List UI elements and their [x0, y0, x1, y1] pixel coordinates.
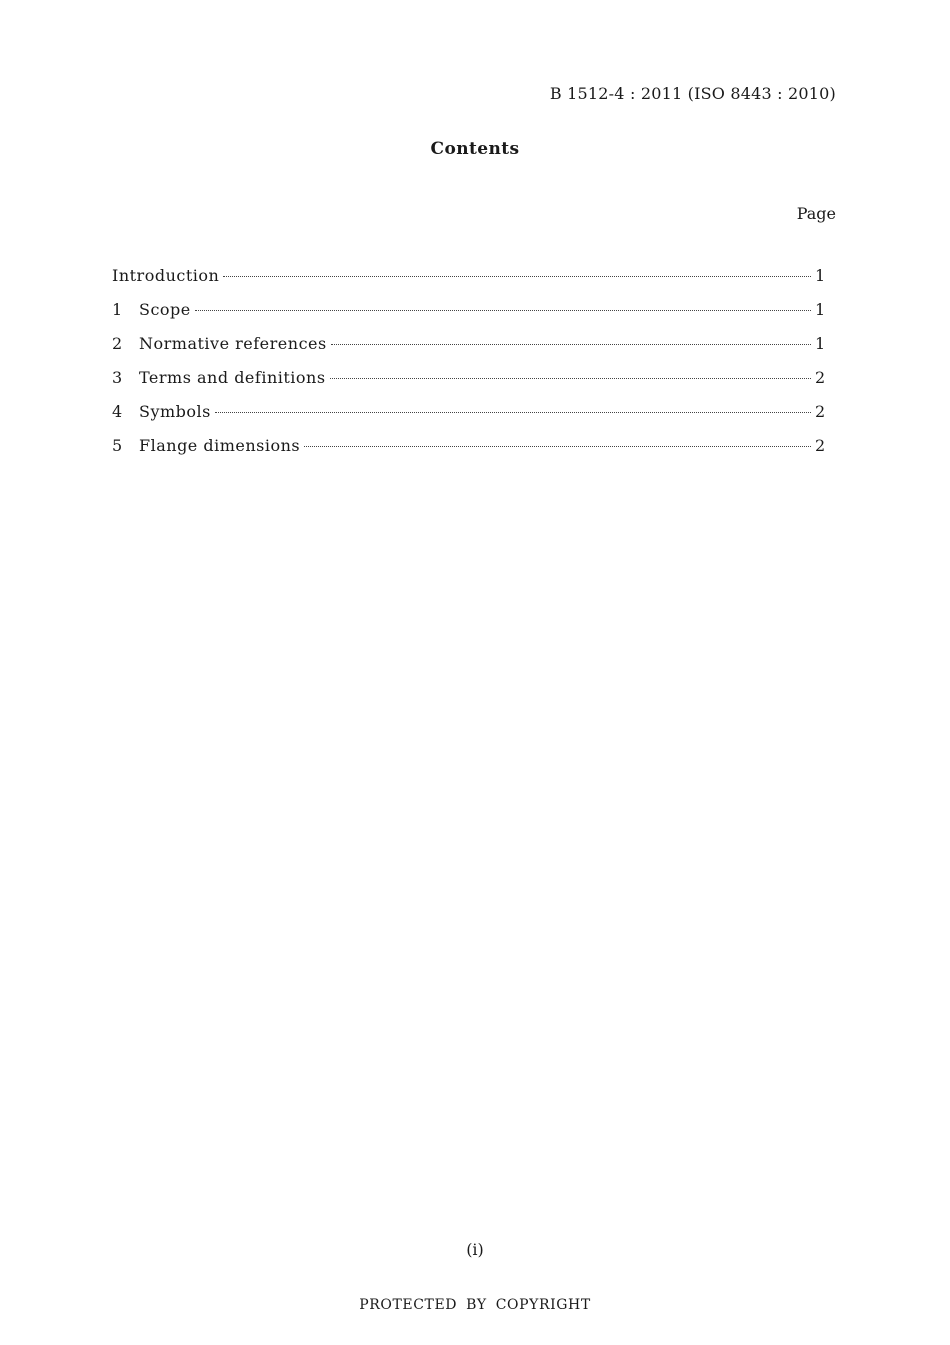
- table-of-contents: [112, 266, 825, 470]
- dot-leader: [195, 310, 811, 311]
- dot-leader: [304, 446, 811, 447]
- toc-entry-page: 2: [815, 402, 826, 421]
- toc-entry-number: 1: [112, 300, 123, 319]
- toc-entry-page: 1: [815, 300, 826, 319]
- footer-page-number: (i): [466, 1240, 484, 1259]
- toc-entry-symbols[interactable]: [112, 402, 825, 436]
- dot-leader: [215, 412, 811, 413]
- toc-entry-title: Scope: [139, 300, 191, 319]
- dot-leader: [223, 276, 811, 277]
- toc-entry-title: Terms and definitions: [139, 368, 326, 387]
- page-column-label: Page: [796, 204, 836, 223]
- toc-entry-normative-references[interactable]: [112, 334, 825, 368]
- toc-entry-page: 2: [815, 436, 826, 455]
- toc-entry-flange-dimensions[interactable]: [112, 436, 825, 470]
- toc-entry-title: Normative references: [139, 334, 327, 353]
- dot-leader: [330, 378, 811, 379]
- toc-entry-title: Introduction: [112, 266, 220, 285]
- page-title: Contents: [430, 139, 520, 159]
- toc-entry-title: Flange dimensions: [139, 436, 301, 455]
- toc-entry-page: 1: [815, 266, 826, 285]
- toc-entry-terms-and-definitions[interactable]: [112, 368, 825, 402]
- toc-entry-number: 3: [112, 368, 123, 387]
- toc-entry-scope[interactable]: [112, 300, 825, 334]
- toc-entry-title: Symbols: [139, 402, 211, 421]
- document-reference: B 1512-4 : 2011 (ISO 8443 : 2010): [549, 84, 836, 103]
- dot-leader: [331, 344, 811, 345]
- toc-entry-number: 4: [112, 402, 123, 421]
- toc-entry-introduction[interactable]: [112, 266, 825, 300]
- toc-entry-number: 5: [112, 436, 123, 455]
- toc-entry-page: 1: [815, 334, 826, 353]
- toc-entry-page: 2: [815, 368, 826, 387]
- copyright-notice: PROTECTED BY COPYRIGHT: [359, 1297, 591, 1313]
- toc-entry-number: 2: [112, 334, 123, 353]
